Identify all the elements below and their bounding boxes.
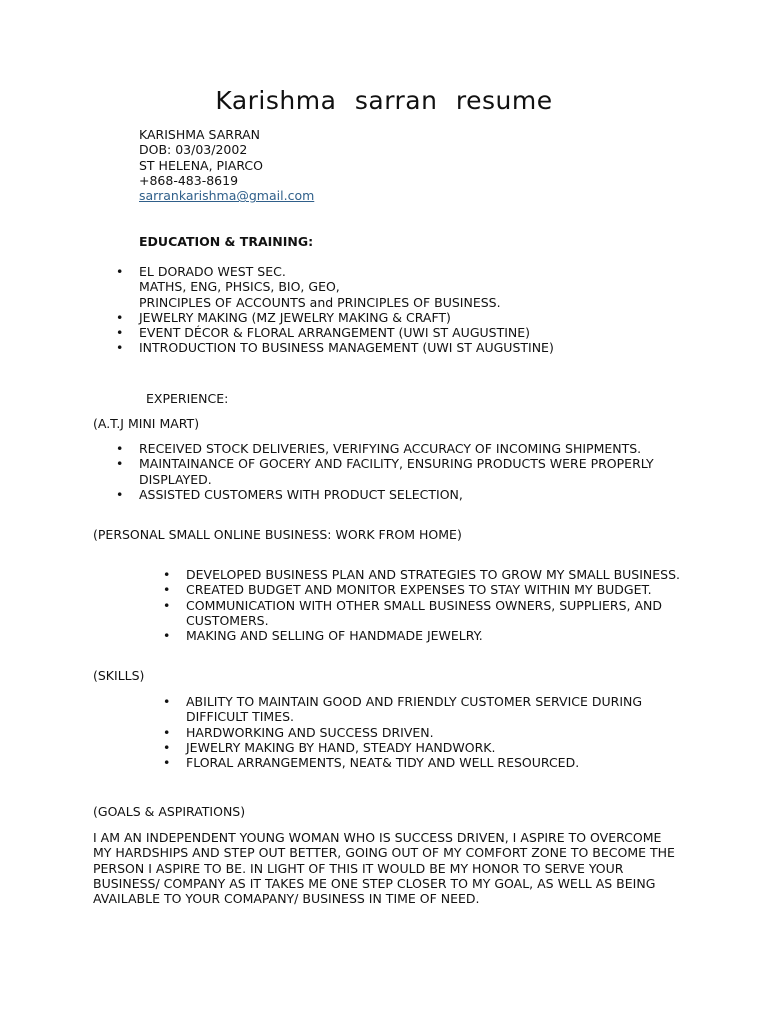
online-business-label: (PERSONAL SMALL ONLINE BUSINESS: WORK FROM HOME) [93, 527, 462, 542]
goals-label: (GOALS & ASPIRATIONS) [93, 804, 246, 819]
bullet-icon: • [163, 694, 171, 709]
list-item [116, 309, 699, 325]
list-item [116, 486, 684, 502]
bullet-icon: • [163, 755, 171, 771]
atj-section-label: (A.T.J MINI MART) [93, 416, 200, 431]
list-item [163, 755, 686, 771]
list-item-text: RECEIVED STOCK DELIVERIES, VERIFYING ACCURACY OF INCOMING SHIPMENTS. [139, 441, 642, 456]
contact-block [139, 127, 314, 203]
bullet-icon: • [116, 441, 124, 456]
experience-heading: EXPERIENCE: [146, 391, 229, 406]
education-line: INTRODUCTION TO BUSINESS MANAGEMENT (UWI ST AUGUSTINE) [139, 340, 554, 356]
education-line: JEWELRY MAKING (MZ JEWELRY MAKING & CRAFT) [139, 309, 451, 325]
list-item [163, 597, 686, 629]
contact-dob: DOB: 03/03/2002 [139, 142, 248, 158]
list-item [116, 441, 684, 456]
list-item-text: MAKING AND SELLING OF HANDMADE JEWELRY. [186, 628, 483, 644]
contact-email-link[interactable]: sarrankarishma@gmail.com [139, 188, 315, 204]
list-item-text: HARDWORKING AND SUCCESS DRIVEN. [186, 724, 434, 740]
list-item-text: COMMUNICATION WITH OTHER SMALL BUSINESS OWNERS, SUPPLIERS, AND CUSTOMERS. [186, 597, 663, 628]
list-item [163, 739, 686, 755]
list-item [116, 340, 699, 356]
bullet-icon: • [163, 739, 171, 755]
skills-list [163, 694, 686, 771]
education-heading: EDUCATION & TRAINING: [139, 234, 314, 249]
contact-phone: +868-483-8619 [139, 172, 239, 188]
list-item [163, 628, 686, 644]
list-item-text: DEVELOPED BUSINESS PLAN AND STRATEGIES TO GROW MY SMALL BUSINESS. [186, 567, 681, 582]
bullet-icon: • [116, 309, 124, 325]
bullet-icon: • [116, 325, 124, 341]
list-item [116, 325, 699, 341]
list-item-text: MAINTAINANCE OF GOCERY AND FACILITY, ENSURING PRODUCTS WERE PROPERLY DISPLAYED. [139, 456, 654, 487]
list-item [163, 694, 686, 725]
education-list [116, 264, 699, 356]
list-item [163, 724, 686, 740]
bullet-icon: • [116, 264, 124, 279]
education-line: EVENT DÉCOR & FLORAL ARRANGEMENT (UWI ST AUGUSTINE) [139, 325, 531, 341]
list-item [116, 264, 699, 310]
online-business-list [163, 567, 686, 644]
list-item [163, 567, 686, 582]
education-line: PRINCIPLES OF ACCOUNTS and PRINCIPLES OF BUSINESS. [139, 294, 501, 310]
list-item-text: FLORAL ARRANGEMENTS, NEAT& TIDY AND WELL RESOURCED. [186, 755, 580, 771]
bullet-icon: • [116, 340, 124, 356]
list-item-text: CREATED BUDGET AND MONITOR EXPENSES TO STAY WITHIN MY BUDGET. [186, 582, 652, 598]
list-item-text: ASSISTED CUSTOMERS WITH PRODUCT SELECTION, [139, 486, 463, 502]
bullet-icon: • [163, 628, 171, 644]
page-title: Karishma sarran resume [215, 86, 553, 115]
list-item-text: ABILITY TO MAINTAIN GOOD AND FRIENDLY CUSTOMER SERVICE DURING DIFFICULT TIMES. [186, 694, 643, 725]
list-item [116, 456, 684, 487]
bullet-icon: • [163, 582, 171, 598]
education-line: EL DORADO WEST SEC. [139, 264, 286, 279]
skills-label: (SKILLS) [93, 668, 145, 683]
bullet-icon: • [116, 486, 124, 502]
education-line: MATHS, ENG, PHSICS, BIO, GEO, [139, 279, 340, 295]
goals-paragraph: I AM AN INDEPENDENT YOUNG WOMAN WHO IS SUCCESS DRIVEN, I ASPIRE TO OVERCOME MY HARDSHIPS AND STEP OUT BETTER, GOING OUT OF MY COMFORT ZONE TO BECOME THE PERSON I ASPIRE TO BE. IN LIGHT OF THIS IT WOULD BE MY HONOR TO SERVE YOUR BUSINESS/ COMPANY AS IT TAKES ME ONE STEP CLOSER TO MY GOAL, AS WELL AS BEING AVAILABLE TO YOUR COMAPANY/ BUSINESS IN TIME OF NEED. [93, 830, 675, 907]
bullet-icon: • [163, 724, 171, 740]
bullet-icon: • [116, 456, 124, 472]
atj-duties-list [116, 441, 684, 502]
list-item [163, 582, 686, 598]
contact-address: ST HELENA, PIARCO [139, 157, 263, 173]
contact-name: KARISHMA SARRAN [139, 127, 261, 142]
bullet-icon: • [163, 567, 171, 582]
bullet-icon: • [163, 597, 171, 613]
list-item-text: JEWELRY MAKING BY HAND, STEADY HANDWORK. [186, 739, 496, 755]
